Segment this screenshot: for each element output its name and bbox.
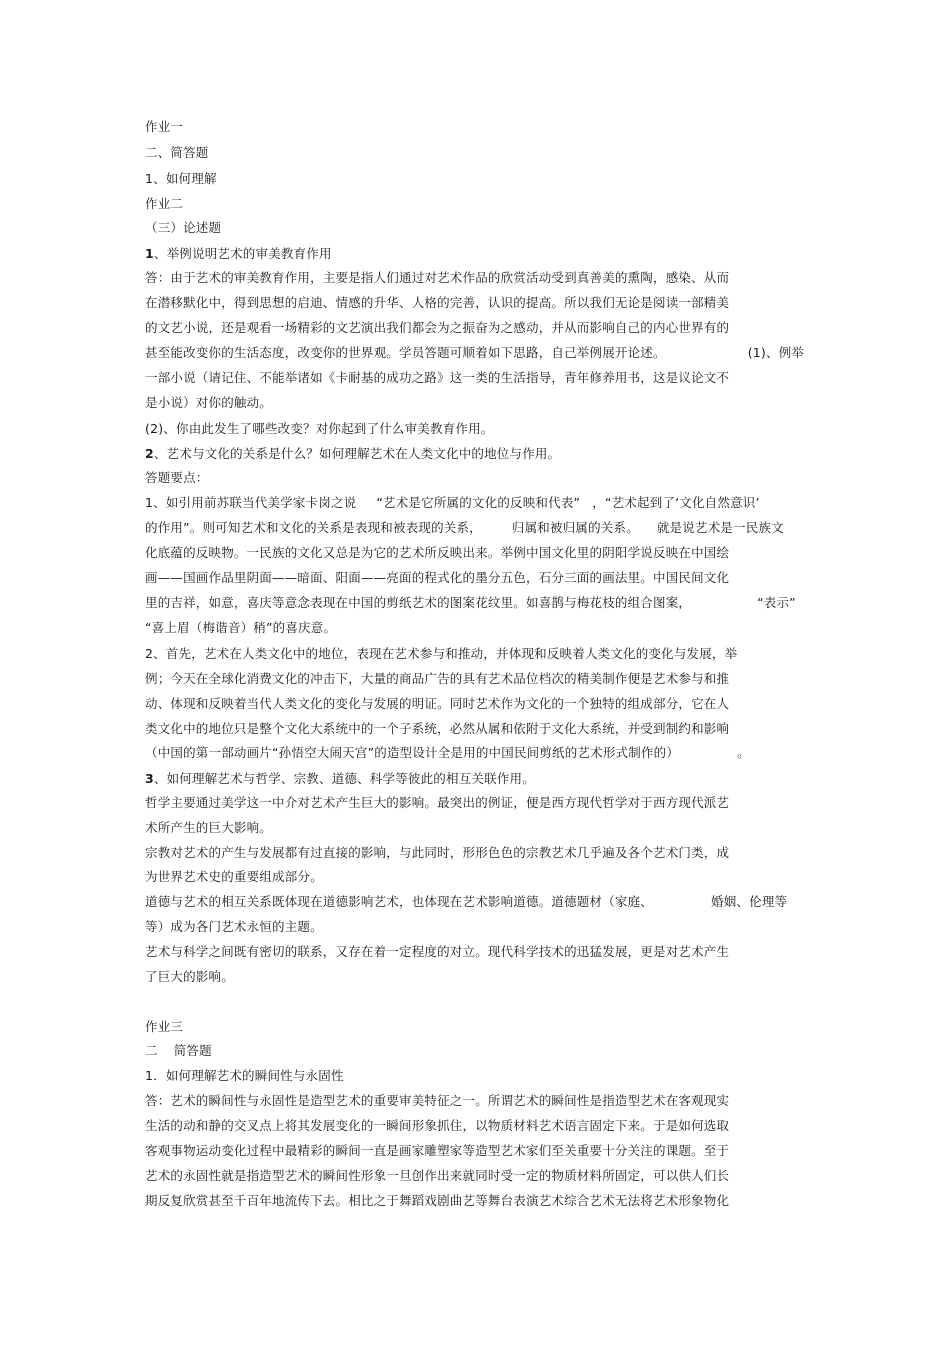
answer-line: 答：由于艺术的审美教育作用，主要是指人们通过对艺术作品的欣赏活动受到真善美的熏陶，感染、从而 (145, 270, 730, 285)
question-heading (145, 771, 535, 787)
question-heading (145, 246, 332, 262)
answer-text: 就是说艺术是一民族文 (656, 520, 784, 535)
answer-text: 。 (737, 745, 750, 760)
question-number: 2 (145, 446, 154, 461)
answer-line: 答：艺术的瞬间性与永固性是造型艺术的重要审美特征之一。所谓艺术的瞬间性是指造型艺术在客观现实 (145, 1093, 730, 1108)
answer-text: 里的吉祥，如意，喜庆等意念表现在中国的剪纸艺术的图案花纹里。如喜鹊与梅花枝的组合图案， (145, 595, 692, 610)
question-text: 、举例说明艺术的审美教育作用 (153, 246, 332, 261)
question-heading (145, 446, 560, 462)
homework3-section (145, 1043, 212, 1059)
answer-line (145, 595, 796, 611)
homework2-section: （三）论述题 (145, 220, 222, 235)
homework1-question: 1、如何理解 (145, 171, 217, 186)
answer-text: “表示” (757, 595, 796, 610)
answer-text: （中国的第一部动画片“孙悟空大闹天宫”的造型设计全是用的中国民间剪纸的艺术形式制作的） (145, 745, 680, 760)
answer-line: 2、首先，艺术在人类文化中的地位，表现在艺术参与和推动，并体现和反映着人类文化的变化与发展，举 (145, 646, 738, 661)
homework2-title: 作业二 (145, 196, 184, 211)
answer-line (145, 520, 784, 536)
answer-line: 是小说）对你的触动。 (145, 395, 273, 410)
key-points-label: 答题要点： (145, 470, 209, 485)
answer-line (145, 894, 787, 910)
answer-text: (1)、例举 (747, 345, 805, 360)
answer-line: “喜上眉（梅谐音）稍”的喜庆意。 (145, 620, 337, 635)
answer-line (145, 345, 804, 361)
section-number: 二 (145, 1043, 158, 1058)
answer-line: 了巨大的影响。 (145, 969, 234, 984)
answer-text: 归属和被归属的关系。 (511, 520, 639, 535)
answer-line: 一部小说（请记住、不能举诸如《卡耐基的成功之路》这一类的生活指导，青年修养用书，这是议论文不 (145, 370, 730, 385)
question-text: 、艺术与文化的关系是什么？如何理解艺术在人类文化中的地位与作用。 (153, 446, 561, 461)
homework1-title: 作业一 (145, 119, 184, 134)
answer-line: 宗教对艺术的产生与发展都有过直接的影响，与此同时，形形色色的宗教艺术几乎遍及各个艺术门类，成 (145, 845, 730, 860)
answer-line: 在潜移默化中，得到思想的启迪、情感的升华、人格的完善，认识的提高。所以我们无论是阅读一部精美 (145, 295, 730, 310)
homework3-title: 作业三 (145, 1019, 184, 1034)
answer-line: 艺术的永固性就是指造型艺术的瞬间性形象一旦创作出来就同时受一定的物质材料所固定，可以供人们长 (145, 1168, 730, 1183)
question-heading: 1．如何理解艺术的瞬间性与永固性 (145, 1068, 344, 1083)
answer-line: 术所产生的巨大影响。 (145, 820, 273, 835)
answer-line: 等）成为各门艺术永恒的主题。 (145, 919, 323, 934)
answer-line (145, 745, 750, 761)
question-text: 、如何理解艺术与哲学、宗教、道德、科学等彼此的相互关联作用。 (153, 771, 535, 786)
answer-text: 道德与艺术的相互关系既体现在道德影响艺术，也体现在艺术影响道德。道德题材（家庭、 (145, 894, 654, 909)
answer-line: 的文艺小说，还是观看一场精彩的文艺演出我们都会为之振奋为之感动，并从而影响自己的内心世界有的 (145, 320, 730, 335)
homework1-section: 二、简答题 (145, 145, 209, 160)
answer-text: 的作用”。则可知艺术和文化的关系是表现和被表现的关系， (145, 520, 482, 535)
question-number: 1 (145, 246, 154, 261)
answer-line: 客观事物运动变化过程中最精彩的瞬间一直是画家雕塑家等造型艺术家们至关重要十分关注的课题。至于 (145, 1143, 730, 1158)
answer-line: 化底蕴的反映物。一民族的文化又总是为它的艺术所反映出来。举例中国文化里的阴阳学说反映在中国绘 (145, 545, 730, 560)
answer-line (145, 495, 760, 511)
answer-line: 例；今天在全球化消费文化的冲击下，大量的商品广告的具有艺术品位档次的精美制作便是艺术参与和推 (145, 671, 730, 686)
answer-line: 生活的动和静的交叉点上将其发展变化的一瞬间形象抓住，以物质材料艺术语言固定下来。于是如何选取 (145, 1118, 730, 1133)
answer-line: 类文化中的地位只是整个文化大系统中的一个子系统，必然从属和依附于文化大系统，并受到制约和影响 (145, 721, 730, 736)
question-number: 3 (145, 771, 154, 786)
section-text: 简答题 (173, 1043, 212, 1058)
answer-line: 哲学主要通过美学这一中介对艺术产生巨大的影响。最突出的例证，便是西方现代哲学对于西方现代派艺 (145, 795, 730, 810)
answer-text: ，“艺术起到了‘文化自然意识’ (592, 495, 760, 510)
answer-text: “艺术是它所属的文化的反映和代表” (376, 495, 581, 510)
answer-line: (2)、你由此发生了哪些改变？对你起到了什么审美教育作用。 (145, 421, 494, 436)
answer-line: 动、体现和反映着当代人类文化的变化与发展的明证。同时艺术作为文化的一个独特的组成部分，它在人 (145, 696, 730, 711)
answer-line: 期反复欣赏甚至千百年地流传下去。相比之于舞蹈戏剧曲艺等舞台表演艺术综合艺术无法将艺术形象物化 (145, 1193, 730, 1208)
answer-text: 甚至能改变你的生活态度，改变你的世界观。学员答题可顺着如下思路，自己举例展开论述。 (145, 345, 666, 360)
answer-line: 为世界艺术史的重要组成部分。 (145, 869, 323, 884)
answer-text: 1、如引用前苏联当代美学家卡岗之说 (145, 495, 357, 510)
answer-line: 艺术与科学之间既有密切的联系，又存在着一定程度的对立。现代科学技术的迅猛发展，更是对艺术产生 (145, 944, 730, 959)
answer-line: 画——国画作品里阴面——暗面、阳面——亮面的程式化的墨分五色，石分三面的画法里。中国民间文化 (145, 570, 730, 585)
answer-text: 婚姻、伦理等 (711, 894, 788, 909)
